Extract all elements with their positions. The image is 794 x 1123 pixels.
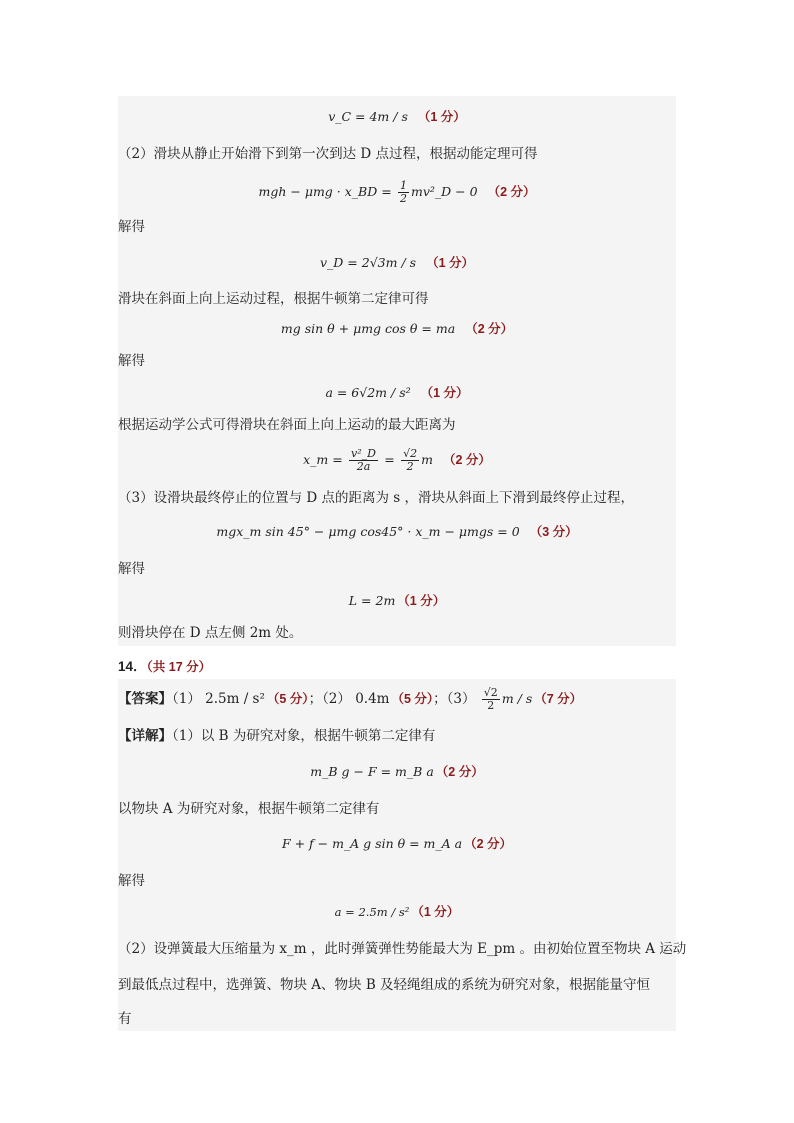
equation-xm: x_m = $\frac{\text{v²\_D}}{2a}$ = $\frac{√2}{2}$ m （2 分） <box>303 447 491 473</box>
fraction: $\frac{1}{2}$ <box>399 179 407 205</box>
text-jiede-3: 解得 <box>118 561 145 577</box>
text-part2: （2）滑块从静止开始滑下到第一次到达 D 点过程，根据动能定理可得 <box>118 146 538 162</box>
detail-line: 【详解】（1）以 B 为研究对象，根据牛顿第二定律有 <box>118 728 436 744</box>
answer-line: 【答案】（1） 2.5m / s² （5 分）；（2） 0.4m （5 分）；（3） $\frac{√2}{2}$ m / s （7 分） <box>118 686 583 712</box>
equation-a: a = 6√2m / s² （1 分） <box>325 385 469 400</box>
text-part2-line3: 有 <box>118 1011 132 1027</box>
text-conclusion: 则滑块停在 D 点左侧 2m 处。 <box>118 625 303 641</box>
equation-B: m_B g − F = m_B a （2 分） <box>310 764 484 779</box>
equation-vc: v_C = 4m / s （1 分） <box>328 109 466 124</box>
fraction: $\frac{\text{v²\_D}}{2a}$ <box>351 447 376 473</box>
equation-vd: v_D = 2√3m / s （1 分） <box>320 255 474 270</box>
text-jiede-2: 解得 <box>118 353 145 369</box>
text-jiede-1: 解得 <box>118 219 145 235</box>
equation-final: mgx_m sin 45° − μmg cos45° · x_m − μmgs = 0 （3 分） <box>216 524 578 539</box>
text-newton: 滑块在斜面上向上运动过程，根据牛顿第二定律可得 <box>118 291 429 307</box>
equation-newton: mg sin θ + μmg cos θ = ma （2 分） <box>280 321 514 336</box>
fraction: $\frac{√2}{2}$ <box>483 686 498 712</box>
equation-A: F + f − m_A g sin θ = m_A a （2 分） <box>281 836 513 851</box>
text-part2-line2: 到最低点过程中，选弹簧、物块 A、物块 B 及轻绳组成的系统为研究对象，根据能量守恒 <box>118 977 651 993</box>
fraction: $\frac{√2}{2}$ <box>403 447 418 473</box>
text-kinematics: 根据运动学公式可得滑块在斜面上向上运动的最大距离为 <box>118 417 456 433</box>
equation-a2: a = 2.5m / s² （1 分） <box>334 905 460 919</box>
text-jiede-4: 解得 <box>118 873 145 889</box>
text-part2-line1: （2）设弹簧最大压缩量为 x_m ，此时弹簧弹性势能最大为 E_pm 。由初始位置至物块 A 运动 <box>118 941 687 957</box>
text-A: 以物块 A 为研究对象，根据牛顿第二定律有 <box>118 801 380 817</box>
question-14-header: 14．（共 17 分） <box>118 659 212 674</box>
equation-L: L = 2m （1 分） <box>348 593 446 608</box>
equation-energy: mgh − μmg · x_BD = $\frac{1}{2}$ mv²_D − 0 （2 分） <box>258 179 536 205</box>
text-part3: （3）设滑块最终停止的位置与 D 点的距离为 s ，滑块从斜面上下滑到最终停止过程， <box>118 490 635 506</box>
